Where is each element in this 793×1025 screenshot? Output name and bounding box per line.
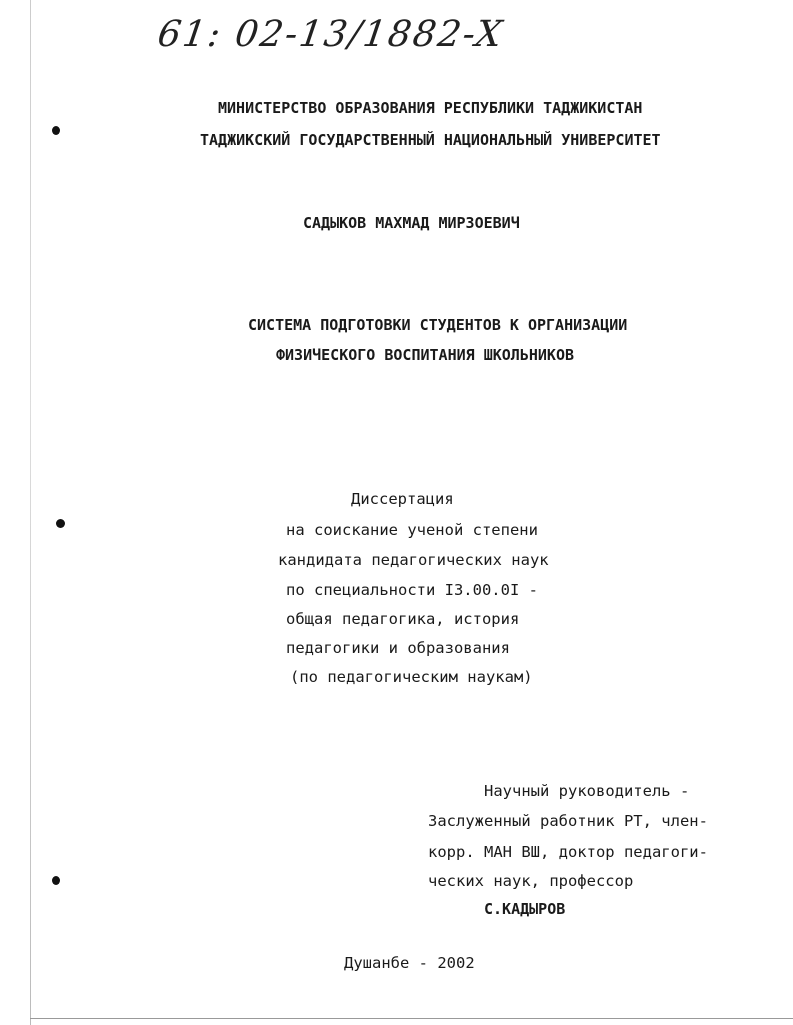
scan-speck	[52, 876, 60, 885]
university-heading: ТАДЖИКСКИЙ ГОСУДАРСТВЕННЫЙ НАЦИОНАЛЬНЫЙ УНИВЕРСИТЕТ	[200, 131, 661, 149]
place-year: Душанбе - 2002	[344, 954, 475, 972]
scan-speck	[56, 519, 65, 528]
specialty-line-2: общая педагогика, история	[286, 610, 520, 628]
scan-edge-line	[30, 0, 31, 1025]
specialty-line-1: по специальности I3.00.0I -	[286, 581, 538, 599]
dissertation-label: Диссертация	[351, 490, 454, 508]
specialty-line-4: (по педагогическим наукам)	[290, 668, 533, 686]
scan-bottom-line	[30, 1018, 793, 1019]
thesis-title-line-2: ФИЗИЧЕСКОГО ВОСПИТАНИЯ ШКОЛЬНИКОВ	[276, 346, 575, 364]
advisor-title-line-1: Заслуженный работник РТ, член-	[428, 812, 708, 830]
author-name: САДЫКОВ МАХМАД МИРЗОЕВИЧ	[303, 214, 520, 232]
degree-line-1: на соискание ученой степени	[286, 521, 538, 539]
advisor-title-line-3: ческих наук, профессор	[428, 872, 634, 890]
ministry-heading: МИНИСТЕРСТВО ОБРАЗОВАНИЯ РЕСПУБЛИКИ ТАДЖИКИСТАН	[218, 99, 643, 117]
advisor-title-line-2: корр. МАН ВШ, доктор педагоги-	[428, 843, 708, 861]
advisor-label: Научный руководитель -	[484, 782, 690, 800]
specialty-line-3: педагогики и образования	[286, 639, 510, 657]
degree-line-2: кандидата педагогических наук	[278, 551, 549, 569]
thesis-title-line-1: СИСТЕМА ПОДГОТОВКИ СТУДЕНТОВ К ОРГАНИЗАЦИИ	[248, 316, 628, 334]
advisor-name: С.КАДЫРОВ	[484, 900, 566, 918]
archive-code-handwritten: 61: 02-13/1882-X	[155, 14, 507, 55]
scan-speck	[52, 126, 60, 135]
